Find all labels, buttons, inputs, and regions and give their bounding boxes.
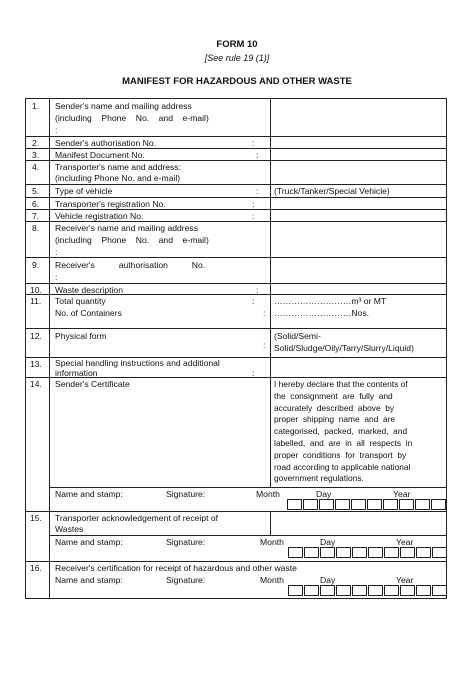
transporter-registration-label: Transporter's registration No. bbox=[55, 199, 166, 209]
containers-field[interactable]: ………………………Nos. bbox=[274, 308, 370, 318]
row-number-12: 12. bbox=[30, 331, 42, 341]
declaration-line: labelled, and are in all respects in bbox=[274, 437, 413, 448]
senders-authorisation-label: Sender's authorisation No. bbox=[55, 138, 157, 148]
receiver-year-label: Year bbox=[396, 575, 414, 585]
manifest-document-colon: : bbox=[256, 150, 259, 160]
row-number-2: 2. bbox=[32, 138, 40, 148]
transporter-ack-label-line2: Wastes bbox=[55, 524, 84, 534]
row-number-13: 13. bbox=[30, 359, 42, 369]
row-number-9: 9. bbox=[32, 260, 40, 270]
sender-name-stamp-label: Name and stamp: bbox=[55, 489, 123, 499]
receiver-name-stamp-label: Name and stamp: bbox=[55, 575, 123, 585]
physical-form-options-line1[interactable]: (Solid/Semi- bbox=[274, 331, 321, 341]
row-number-6: 6. bbox=[32, 199, 40, 209]
row-number-4: 4. bbox=[32, 162, 40, 172]
sender-year-label: Year bbox=[393, 489, 411, 499]
declaration-line: proper conditions for transport by bbox=[274, 449, 407, 460]
vehicle-registration-colon: : bbox=[252, 211, 255, 221]
senders-name-colon: : bbox=[55, 125, 58, 135]
waste-description-colon: : bbox=[256, 285, 259, 295]
row-number-16: 16. bbox=[30, 563, 42, 573]
senders-name-label: Sender's name and mailing address bbox=[55, 101, 192, 111]
row-number-3: 3. bbox=[32, 150, 40, 160]
transporter-name-field[interactable] bbox=[271, 161, 446, 184]
transporter-ack-field[interactable] bbox=[271, 512, 446, 535]
senders-authorisation-field[interactable] bbox=[271, 137, 446, 148]
special-handling-field[interactable] bbox=[271, 358, 446, 377]
rule-reference: [See rule 19 (1)] bbox=[204, 53, 270, 63]
receivers-name-label-line2: (including Phone No. and e-mail) bbox=[55, 235, 209, 245]
vehicle-registration-field[interactable] bbox=[271, 210, 446, 221]
transporter-signature-label: Signature: bbox=[166, 537, 206, 547]
declaration-line: government regulations. bbox=[274, 473, 364, 484]
form-title: FORM 10 bbox=[216, 39, 258, 50]
manifest-document-field[interactable] bbox=[271, 149, 446, 160]
containers-colon: : bbox=[263, 308, 266, 318]
transporter-year-label: Year bbox=[396, 537, 414, 547]
sender-signature-label: Signature: bbox=[166, 489, 206, 499]
declaration-line: road according to applicable national bbox=[274, 461, 411, 472]
containers-label: No. of Containers bbox=[55, 308, 122, 318]
vehicle-registration-label: Vehicle registration No. bbox=[55, 211, 144, 221]
receivers-name-label: Receiver's name and mailing address bbox=[55, 223, 199, 233]
transporter-month-label: Month bbox=[260, 537, 284, 547]
row-number-14: 14. bbox=[30, 379, 42, 389]
declaration-line: I hereby declare that the contents of bbox=[274, 379, 408, 389]
receivers-name-field[interactable] bbox=[271, 222, 446, 257]
vehicle-type-colon: : bbox=[256, 186, 259, 196]
total-quantity-field[interactable]: ………………………m³ or MT bbox=[274, 296, 387, 306]
row-number-10: 10. bbox=[30, 285, 42, 295]
transporter-name-stamp-label: Name and stamp: bbox=[55, 537, 123, 547]
waste-description-label: Waste description bbox=[55, 285, 123, 295]
transporter-name-label-line2: (including Phone No. and e-mail) bbox=[55, 173, 181, 183]
row-number-5: 5. bbox=[32, 186, 40, 196]
declaration-line: categorised, packed, marked, and bbox=[274, 426, 408, 437]
receiver-signature-label: Signature: bbox=[166, 575, 206, 585]
declaration-line: accurately described above by bbox=[274, 402, 395, 413]
senders-name-field[interactable] bbox=[271, 99, 446, 136]
declaration-line: the consignment are fully and bbox=[274, 390, 393, 401]
special-handling-label: Special handling instructions and additional bbox=[55, 358, 220, 368]
total-quantity-colon: : bbox=[252, 296, 255, 306]
waste-description-field[interactable] bbox=[271, 284, 446, 294]
total-quantity-label: Total quantity bbox=[55, 296, 106, 306]
transporter-name-label: Transporter's name and address: bbox=[55, 162, 181, 172]
special-handling-colon: : bbox=[252, 368, 255, 378]
physical-form-label: Physical form bbox=[55, 331, 107, 341]
sender-day-label: Day bbox=[316, 489, 332, 499]
senders-name-label-line2: (including Phone No. and e-mail) bbox=[55, 113, 209, 123]
row-number-1: 1. bbox=[32, 101, 40, 111]
physical-form-colon: : bbox=[263, 340, 266, 350]
receivers-name-colon: : bbox=[55, 247, 58, 257]
physical-form-options-line2[interactable]: Solid/Sludge/Oily/Tarry/Slurry/Liquid) bbox=[274, 343, 414, 353]
row-number-8: 8. bbox=[32, 223, 40, 233]
row-number-7: 7. bbox=[32, 211, 40, 221]
receivers-authorisation-label: Receiver's authorisation No. bbox=[55, 260, 206, 270]
receiver-day-label: Day bbox=[320, 575, 336, 585]
manifest-document-label: Manifest Document No. bbox=[55, 150, 145, 160]
senders-declaration bbox=[274, 379, 442, 485]
row-number-15: 15. bbox=[30, 513, 42, 523]
declaration-line: proper shipping name and are bbox=[274, 414, 396, 425]
receiver-certification-label: Receiver's certification for receipt of hazardous and other waste bbox=[55, 563, 297, 573]
senders-certificate-label: Sender's Certificate bbox=[55, 379, 130, 389]
transporter-registration-colon: : bbox=[252, 199, 255, 209]
transporter-registration-field[interactable] bbox=[271, 198, 446, 209]
manifest-title: MANIFEST FOR HAZARDOUS AND OTHER WASTE bbox=[122, 76, 352, 87]
transporter-day-label: Day bbox=[320, 537, 336, 547]
receivers-authorisation-colon: : bbox=[55, 272, 58, 282]
special-handling-label-line2: information bbox=[55, 368, 98, 378]
receivers-authorisation-field[interactable] bbox=[271, 258, 446, 283]
row-number-11: 11. bbox=[30, 296, 42, 306]
sender-month-label: Month bbox=[256, 489, 280, 499]
senders-authorisation-colon: : bbox=[252, 138, 255, 148]
vehicle-type-label: Type of vehicle bbox=[55, 186, 113, 196]
receiver-month-label: Month bbox=[260, 575, 284, 585]
transporter-ack-label: Transporter acknowledgement of receipt of bbox=[55, 513, 219, 523]
vehicle-type-options[interactable]: (Truck/Tanker/Special Vehicle) bbox=[274, 186, 390, 196]
